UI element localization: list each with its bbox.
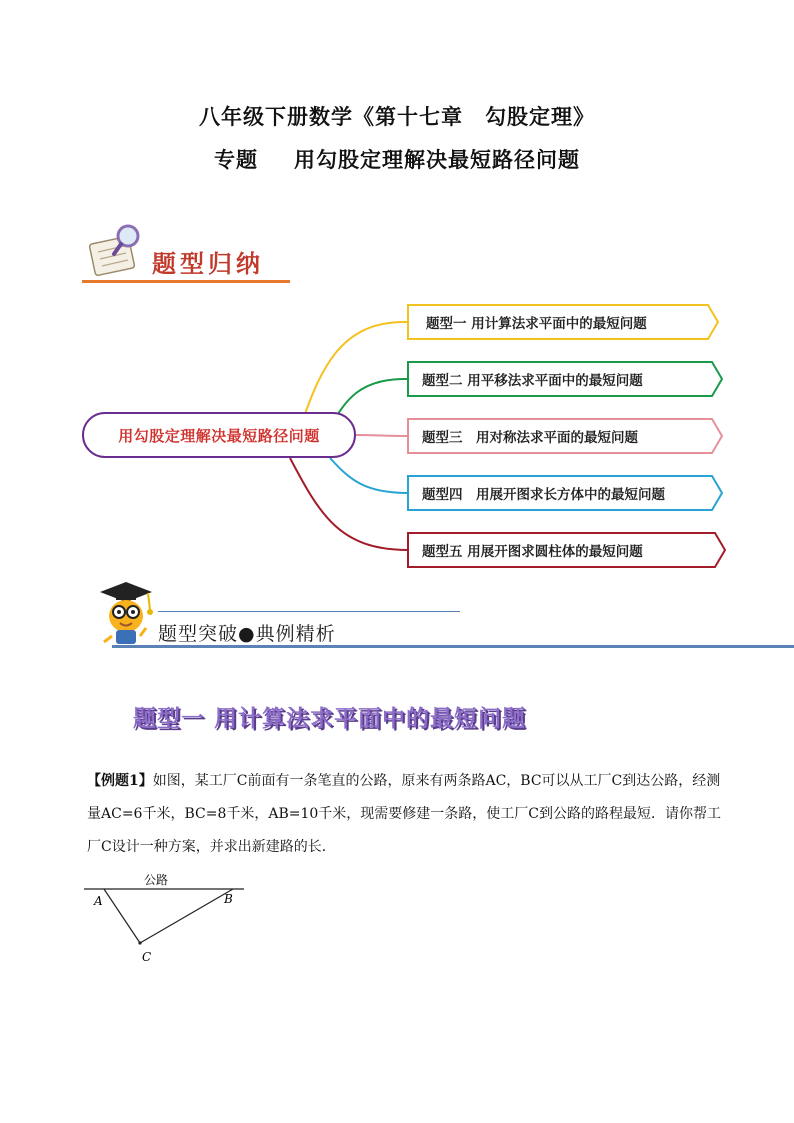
notebook-magnifier-icon [84,222,154,282]
point-a-label: A [94,894,103,908]
branch-label-4: 题型四 用展开图求长方体中的最短问题 [422,487,665,503]
mind-map-center-label: 用勾股定理解决最短路径问题 [118,426,320,445]
mind-map-center [82,412,356,458]
connector-4 [330,458,408,493]
branch-label-3: 题型三 用对称法求平面的最短问题 [422,430,638,446]
section-header-rule-top [158,611,460,612]
point-b-label: B [224,892,233,906]
example1-tag: 【例题1】 [87,773,153,789]
mind-map [0,290,794,580]
subtitle-prefix: 专题 [214,147,258,172]
example1-paragraph [87,765,727,864]
branch-label-2: 题型二 用平移法求平面中的最短问题 [422,373,643,389]
section-header-summary [82,222,292,286]
section-header-examples-label: 题型突破●典例精析 [158,623,336,645]
subtitle-main: 用勾股定理解决最短路径问题 [294,147,580,172]
example1-text: 如图，某工厂C前面有一条笔直的公路，原来有两条路AC，BC可以从工厂C到达公路，经测量AC=6千米，BC=8千米，AB=10千米，现需要修建一条路，使工厂C到公路的路程最短．请你帮工厂C设计一种方案，并求出新建路的长． [87,773,722,855]
road-label: 公路 [144,873,169,887]
connector-3 [356,435,408,436]
document-title: 八年级下册数学《第十七章 勾股定理》 [199,104,595,129]
branch-label-1: 题型一 用计算法求平面中的最短问题 [426,316,647,332]
branch-label-5: 题型五 用展开图求圆柱体的最短问题 [422,544,643,560]
triangle-figure [82,868,252,968]
type1-heading: 题型一 用计算法求平面中的最短问题 [133,705,527,732]
segment-bc [140,889,233,943]
connector-5 [290,458,408,550]
segment-ac [104,889,140,943]
document-subtitle [0,144,794,174]
point-c-dot [138,941,141,944]
point-c-label: C [142,950,152,964]
section-header-summary-label: 题型归纳 [152,249,264,278]
section-header-rule-bottom [112,645,794,648]
triangle-diagram [82,868,252,968]
section-header-examples [82,578,794,653]
graduate-mascot-icon [86,578,162,648]
section-underline [82,280,290,283]
